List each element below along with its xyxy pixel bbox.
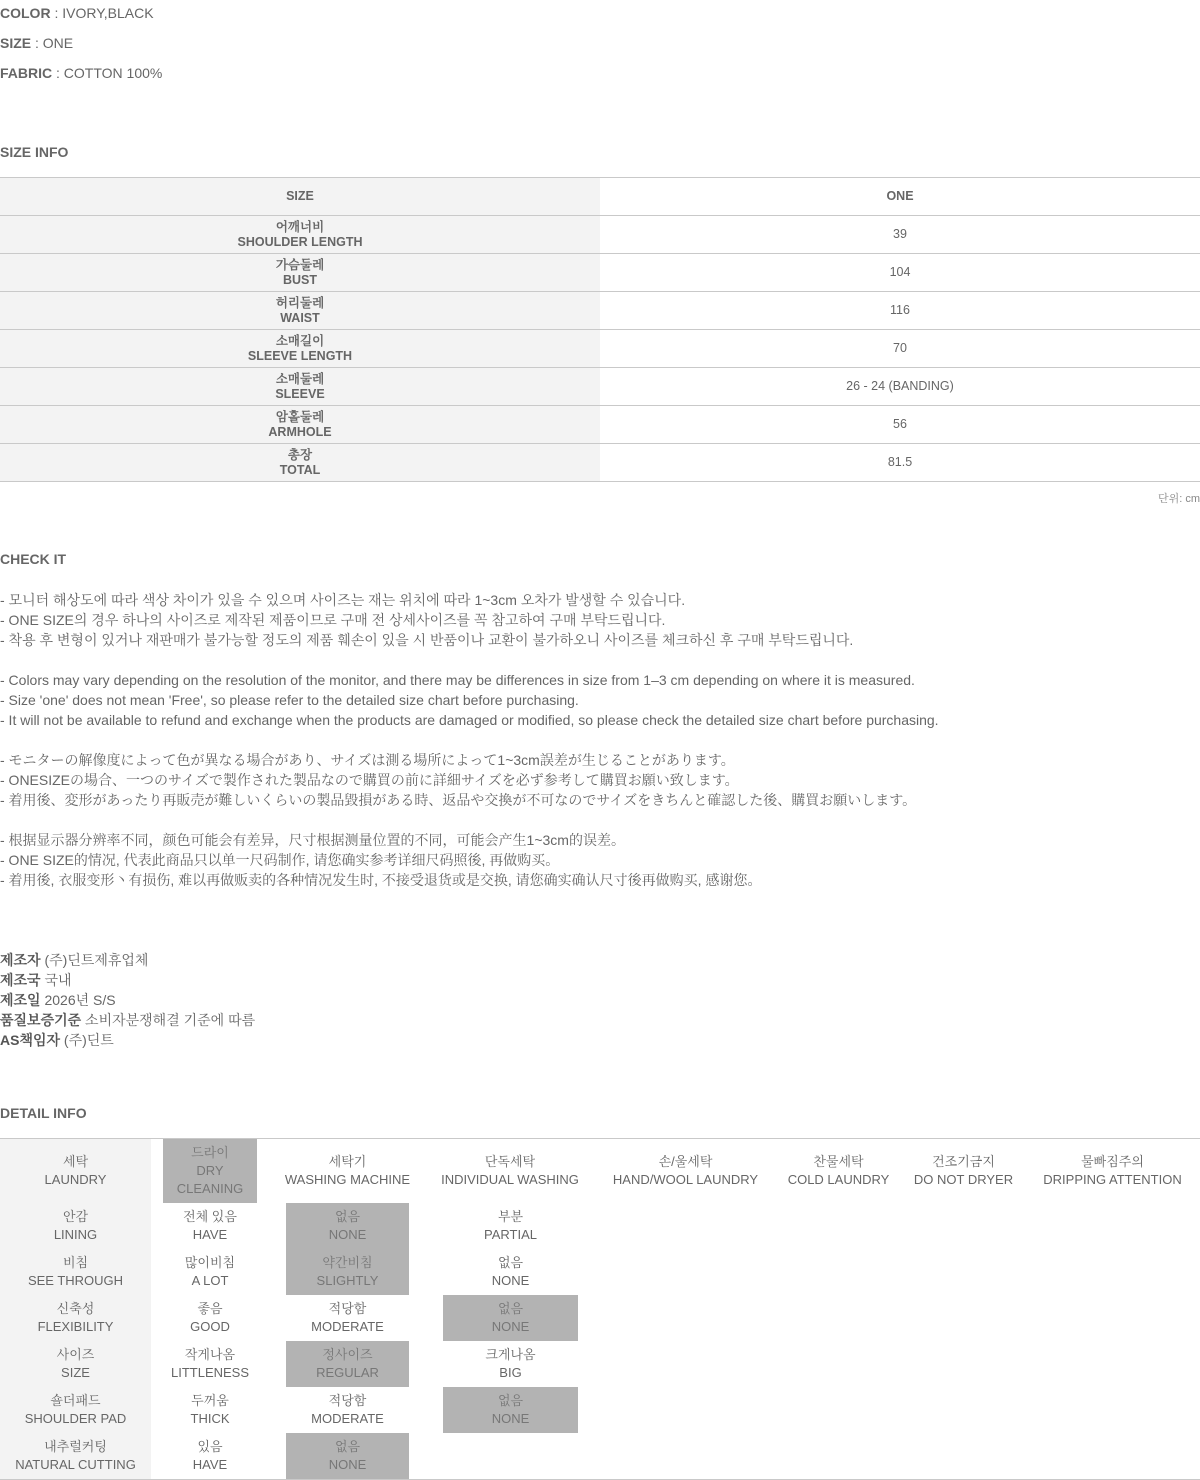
size-header-label: SIZE xyxy=(0,178,600,216)
maker-info-key: 제조일 xyxy=(0,992,41,1008)
laundry-option-text: DO NOT DRYER xyxy=(913,1172,1014,1187)
detail-row-label xyxy=(0,1139,151,1203)
maker-info-row xyxy=(0,1010,255,1030)
check-it-line: - ONESIZEの場合、一つのサイズで製作された製品なので購買の前に詳細サイズを必ず参考して購買お願い致します。 xyxy=(0,772,739,788)
detail-option xyxy=(286,1295,409,1341)
detail-row-label-text: 세탁 xyxy=(62,1154,89,1169)
size-row-label xyxy=(0,330,600,368)
detail-row-label-text: LAUNDRY xyxy=(44,1172,107,1187)
detail-option-text: 부분 xyxy=(497,1209,524,1224)
size-row xyxy=(0,406,1200,444)
detail-option xyxy=(163,1387,257,1433)
detail-row-label-text: SIZE xyxy=(61,1365,90,1380)
maker-info-value: (주)딘트제휴업체 xyxy=(44,952,149,968)
detail-option xyxy=(443,1387,578,1433)
detail-option-text: A LOT xyxy=(191,1273,229,1288)
detail-option-text: BIG xyxy=(499,1365,522,1380)
check-it-line: - It will not be available to refund and exchange when the products are damaged or modified, so please check the detailed size chart before purchasing. xyxy=(0,712,939,728)
detail-row-label-text: LINING xyxy=(53,1227,98,1242)
detail-option-text: 크게나옴 xyxy=(485,1347,536,1362)
detail-option-text: 없음 xyxy=(334,1439,361,1454)
laundry-option-text: DRY xyxy=(196,1163,224,1178)
check-it-line: - Colors may vary depending on the resolution of the monitor, and there may be differences in size from 1–3 cm depending on where it is measured. xyxy=(0,672,915,688)
detail-option xyxy=(286,1249,409,1295)
size-row-label xyxy=(0,368,600,406)
check-it-line: - ONE SIZE의 경우 하나의 사이즈로 제작된 제품이므로 구매 전 상세사이즈를 꼭 참고하여 구매 부탁드립니다. xyxy=(0,612,666,628)
size-row-label-ko: 허리둘레 xyxy=(275,295,325,310)
size-header-value: ONE xyxy=(600,178,1200,216)
check-it-japanese xyxy=(0,750,939,810)
laundry-option xyxy=(437,1139,583,1203)
detail-option xyxy=(163,1249,257,1295)
detail-row-label-text: SEE THROUGH xyxy=(27,1273,124,1288)
spec-fabric-key: FABRIC xyxy=(0,65,53,81)
detail-option-text: MODERATE xyxy=(311,1319,384,1334)
detail-option xyxy=(443,1341,578,1387)
laundry-option xyxy=(905,1139,1022,1203)
detail-option-text: 많이비침 xyxy=(184,1255,236,1270)
detail-option-text: 없음 xyxy=(497,1255,524,1270)
detail-row-label xyxy=(0,1295,151,1341)
detail-row-label-text: SHOULDER PAD xyxy=(24,1411,127,1426)
check-it-line: - 모니터 해상도에 따라 색상 차이가 있을 수 있으며 사이즈는 재는 위치에 따라 1~3cm 오차가 발생할 수 있습니다. xyxy=(0,592,686,608)
maker-info-value: 2026년 S/S xyxy=(44,992,116,1008)
laundry-option-text: CLEANING xyxy=(176,1181,244,1196)
size-row-value: 26 - 24 (BANDING) xyxy=(600,368,1200,406)
size-row-value: 70 xyxy=(600,330,1200,368)
size-row-label-en: TOTAL xyxy=(279,462,321,477)
laundry-option xyxy=(1030,1139,1195,1203)
detail-option-text: 정사이즈 xyxy=(322,1347,373,1362)
check-it-title: CHECK IT xyxy=(0,551,67,567)
size-row-label-ko: 총장 xyxy=(287,447,313,462)
detail-row-label-text: 신축성 xyxy=(56,1301,95,1316)
size-table-header xyxy=(0,178,1200,216)
detail-option xyxy=(163,1433,257,1479)
size-row-label-ko: 소매길이 xyxy=(275,333,325,348)
detail-option-text: HAVE xyxy=(192,1227,228,1242)
maker-info-row xyxy=(0,950,255,970)
size-row xyxy=(0,368,1200,406)
size-row xyxy=(0,254,1200,292)
detail-option xyxy=(163,1295,257,1341)
spec-size-key: SIZE xyxy=(0,35,32,51)
detail-option-text: THICK xyxy=(190,1411,230,1426)
size-row-label-ko: 소매둘레 xyxy=(275,371,325,386)
detail-row-label-text: NATURAL CUTTING xyxy=(15,1457,136,1472)
check-it-line: - Size 'one' does not mean 'Free', so please refer to the detailed size chart before purchasing. xyxy=(0,692,579,708)
size-row-label-en: BUST xyxy=(282,272,318,287)
detail-option-text: 좋음 xyxy=(197,1301,223,1316)
spec-color-key: COLOR xyxy=(0,5,51,21)
laundry-option xyxy=(598,1139,773,1203)
size-row-label-en: SLEEVE xyxy=(275,386,325,401)
detail-option-text: NONE xyxy=(328,1227,367,1242)
check-it-line: - ONE SIZE的情况, 代表此商品只以单一尺码制作, 请您确实参考详细尺码照後, 再做购买。 xyxy=(0,852,560,868)
spec-color: COLOR : IVORY,BLACK xyxy=(0,5,154,21)
detail-row-label xyxy=(0,1433,151,1479)
maker-info-value: 소비자분쟁해결 기준에 따름 xyxy=(85,1012,256,1028)
maker-info xyxy=(0,950,255,1050)
laundry-option-text: DRIPPING ATTENTION xyxy=(1043,1172,1182,1187)
size-row-label-en: WAIST xyxy=(280,310,320,325)
detail-row-label-text: 안감 xyxy=(62,1209,89,1224)
size-row-label-en: SHOULDER LENGTH xyxy=(237,234,363,249)
laundry-option xyxy=(780,1139,897,1203)
check-it-notes xyxy=(0,590,939,910)
detail-option-text: NONE xyxy=(328,1457,367,1472)
detail-option-text: MODERATE xyxy=(311,1411,384,1426)
maker-info-row xyxy=(0,1030,255,1050)
size-row xyxy=(0,216,1200,254)
detail-option xyxy=(286,1433,409,1479)
laundry-option-text: COLD LAUNDRY xyxy=(787,1172,890,1187)
check-it-english xyxy=(0,670,939,730)
size-table xyxy=(0,177,1200,482)
size-row-value: 116 xyxy=(600,292,1200,330)
detail-option xyxy=(443,1295,578,1341)
detail-option xyxy=(286,1387,409,1433)
detail-option-text: 적당함 xyxy=(328,1301,367,1316)
laundry-option xyxy=(163,1139,257,1203)
detail-option-text: 없음 xyxy=(334,1209,361,1224)
detail-row-label-text: FLEXIBILITY xyxy=(37,1319,114,1334)
spec-color-value: IVORY,BLACK xyxy=(62,5,154,21)
maker-info-key: AS책임자 xyxy=(0,1032,61,1048)
detail-option-text: 적당함 xyxy=(328,1393,367,1408)
detail-option xyxy=(443,1249,578,1295)
size-row-label xyxy=(0,216,600,254)
size-row-label xyxy=(0,406,600,444)
maker-info-value: 국내 xyxy=(44,972,72,988)
size-row-value: 104 xyxy=(600,254,1200,292)
detail-option-text: 두꺼움 xyxy=(191,1393,229,1408)
detail-row-label-text: 숄더패드 xyxy=(50,1393,101,1408)
maker-info-row xyxy=(0,990,255,1010)
detail-option-text: GOOD xyxy=(190,1319,230,1334)
size-row-label-ko: 어깨너비 xyxy=(275,219,325,234)
detail-row-label xyxy=(0,1341,151,1387)
size-row-label xyxy=(0,444,600,482)
laundry-option-text: 세탁기 xyxy=(328,1154,367,1169)
maker-info-key: 제조자 xyxy=(0,952,41,968)
detail-option-text: 있음 xyxy=(197,1439,223,1454)
spec-size-value: ONE xyxy=(42,35,74,51)
size-row xyxy=(0,292,1200,330)
detail-info-grid xyxy=(0,1138,1200,1480)
laundry-option xyxy=(280,1139,415,1203)
size-row-value: 39 xyxy=(600,216,1200,254)
detail-option-text: SLIGHTLY xyxy=(316,1273,379,1288)
detail-option-text: REGULAR xyxy=(316,1365,379,1380)
detail-row-label-text: 사이즈 xyxy=(56,1347,95,1362)
detail-info-title: DETAIL INFO xyxy=(0,1105,87,1121)
detail-option-text: HAVE xyxy=(192,1457,228,1472)
size-row-label xyxy=(0,254,600,292)
detail-row-label xyxy=(0,1203,151,1249)
detail-option-text: NONE xyxy=(491,1319,530,1334)
detail-option-text: PARTIAL xyxy=(484,1227,537,1242)
size-row-value: 56 xyxy=(600,406,1200,444)
size-row xyxy=(0,444,1200,482)
size-info-title: SIZE INFO xyxy=(0,144,69,160)
detail-row-label xyxy=(0,1249,151,1295)
check-it-chinese xyxy=(0,830,939,890)
check-it-line: - 着用後、変形があったり再販売が難しいくらいの製品毀損がある時、返品や交換が不可なのでサイズをきちんと確認した後、購買お願いします。 xyxy=(0,792,917,808)
size-unit-note: 단위: cm xyxy=(1157,493,1200,505)
laundry-option-text: 물빠짐주의 xyxy=(1081,1154,1144,1169)
size-row-value: 81.5 xyxy=(600,444,1200,482)
maker-info-row xyxy=(0,970,255,990)
spec-size: SIZE : ONE xyxy=(0,35,74,51)
detail-row-label-text: 내추럴커팅 xyxy=(44,1439,107,1454)
detail-option-text: 없음 xyxy=(497,1301,524,1316)
size-row-label-en: SLEEVE LENGTH xyxy=(247,348,353,363)
check-it-korean xyxy=(0,590,939,650)
detail-option-text: 없음 xyxy=(497,1393,524,1408)
detail-option-text: 작게나옴 xyxy=(184,1347,236,1362)
maker-info-key: 제조국 xyxy=(0,972,41,988)
laundry-option-text: INDIVIDUAL WASHING xyxy=(441,1172,579,1187)
detail-option-text: NONE xyxy=(491,1411,530,1426)
check-it-line: - 根据显示器分辨率不同，颜色可能会有差异，尺寸根据测量位置的不同，可能会产生1~3cm的误差。 xyxy=(0,832,625,848)
laundry-option-text: 찬물세탁 xyxy=(813,1154,864,1169)
detail-option xyxy=(443,1203,578,1249)
detail-option xyxy=(286,1341,409,1387)
detail-option xyxy=(286,1203,409,1249)
detail-row-label xyxy=(0,1387,151,1433)
detail-option-text: 약간비침 xyxy=(322,1255,373,1270)
spec-fabric: FABRIC : COTTON 100% xyxy=(0,65,163,81)
laundry-option-text: 드라이 xyxy=(191,1145,229,1160)
laundry-option-text: 단독세탁 xyxy=(484,1154,536,1169)
detail-row-label-text: 비침 xyxy=(62,1255,89,1270)
laundry-option-text: WASHING MACHINE xyxy=(284,1172,411,1187)
detail-option xyxy=(163,1341,257,1387)
size-row-label xyxy=(0,292,600,330)
laundry-option-text: 건조기금지 xyxy=(932,1154,995,1169)
check-it-line: - 着用後, 衣服变形丶有损伤, 难以再做贩卖的各种情况发生时, 不接受退货或是交换, 请您确实确认尺寸後再做购买, 感谢您。 xyxy=(0,872,762,888)
laundry-option-text: HAND/WOOL LAUNDRY xyxy=(612,1172,759,1187)
laundry-option-text: 손/울세탁 xyxy=(658,1154,713,1169)
check-it-line: - 착용 후 변형이 있거나 재판매가 불가능할 정도의 제품 훼손이 있을 시 반품이나 교환이 불가하오니 사이즈를 체크하신 후 구매 부탁드립니다. xyxy=(0,632,854,648)
check-it-line: - モニターの解像度によって色が異なる場合があり、サイズは測る場所によって1~3cm誤差が生じることがあります。 xyxy=(0,752,735,768)
detail-option-text: LITTLENESS xyxy=(170,1365,250,1380)
maker-info-key: 품질보증기준 xyxy=(0,1012,82,1028)
detail-option xyxy=(163,1203,257,1249)
detail-option-text: 전체 있음 xyxy=(183,1209,237,1224)
size-row-label-ko: 암홀둘레 xyxy=(275,409,325,424)
size-row xyxy=(0,330,1200,368)
spec-fabric-value: COTTON 100% xyxy=(63,65,163,81)
detail-option-text: NONE xyxy=(491,1273,530,1288)
maker-info-value: (주)딘트 xyxy=(63,1032,114,1048)
size-row-label-ko: 가슴둘레 xyxy=(275,257,325,272)
size-row-label-en: ARMHOLE xyxy=(268,424,332,439)
